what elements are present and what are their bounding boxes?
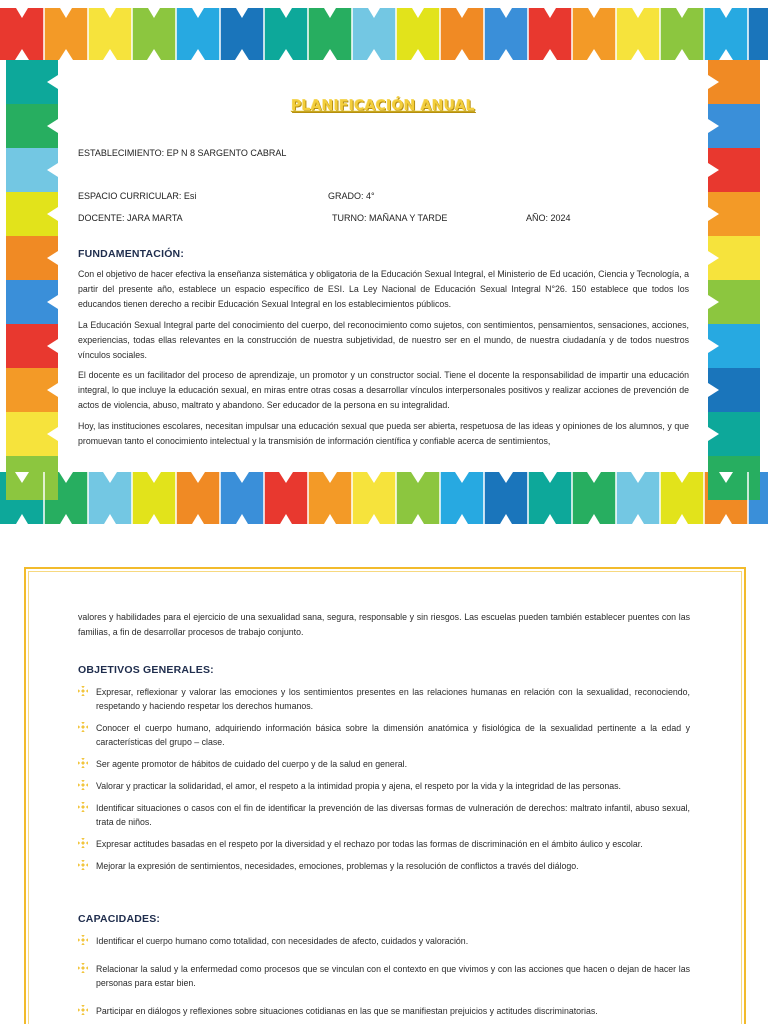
puzzle-piece <box>6 456 58 500</box>
list-item: Identificar situaciones o casos con el fin de identificar la prevención de las diversas formas de vulneración de derechos: maltrato infantil, abuso sexual, trata de niños. <box>78 801 690 829</box>
diamond-bullet-icon <box>78 963 88 973</box>
objetivos-list <box>78 685 690 873</box>
list-item: Participar en diálogos y reflexiones sobre situaciones cotidianas en las que se manifiestan prejuicios y actitudes discriminatorias. <box>78 1004 690 1018</box>
diamond-bullet-icon <box>78 722 88 732</box>
espacio-curricular-field: ESPACIO CURRICULAR: Esi <box>78 191 197 201</box>
fundamentacion-continuation: valores y habilidades para el ejercicio de una sexualidad sana, segura, responsable y sin riesgos. Las escuelas pueden también establecer puentes con las familias, a fin de desarrollar procesos de trabajo conjunto. <box>78 612 690 637</box>
turno-field: TURNO: MAÑANA Y TARDE <box>332 213 448 223</box>
diamond-bullet-icon <box>78 935 88 945</box>
establecimiento-field: ESTABLECIMIENTO: EP N 8 SARGENTO CABRAL <box>78 148 287 158</box>
puzzle-piece <box>708 456 760 500</box>
fundamentacion-paragraph: La Educación Sexual Integral parte del conocimiento del cuerpo, del reconocimiento como sujetos, con sentimientos, pensamientos, sensaciones, acciones, experiencias, todas ellas relevantes en la construcción de nuestra subjetividad, de nuestro ser en el mundo, de nuestra ciudadanía y de todos nuestros vínculos sociales. <box>78 320 689 360</box>
diamond-bullet-icon <box>78 1005 88 1015</box>
capacidades-list <box>78 934 690 1018</box>
list-item: Mejorar la expresión de sentimientos, necesidades, emociones, problemas y la resolución de conflictos a través del diálogo. <box>78 859 690 873</box>
diamond-bullet-icon <box>78 686 88 696</box>
capacidades-heading: CAPACIDADES: <box>78 913 161 925</box>
list-item: Identificar el cuerpo humano como totalidad, con necesidades de afecto, cuidados y valoración. <box>78 934 690 948</box>
list-item: Relacionar la salud y la enfermedad como procesos que se vinculan con el contexto en que vivimos y con las acciones que hacen o dejan de hacer las personas para estar bien. <box>78 962 690 990</box>
diamond-bullet-icon <box>78 860 88 870</box>
objetivos-heading: OBJETIVOS GENERALES: <box>78 664 214 676</box>
list-item: Conocer el cuerpo humano, adquiriendo información básica sobre la dimensión anatómica y fisiológica de la sexualidad pertinente a la edad y características del grupo – clase. <box>78 721 690 749</box>
docente-field: DOCENTE: JARA MARTA <box>78 213 183 223</box>
list-item: Expresar, reflexionar y valorar las emociones y los sentimientos presentes en las relaciones humanas en relación con la sexualidad, reconociendo, respetando y haciendo respetar los derechos humanos. <box>78 685 690 713</box>
diamond-bullet-icon <box>78 838 88 848</box>
diamond-bullet-icon <box>78 758 88 768</box>
fundamentacion-heading: FUNDAMENTACIÓN: <box>78 248 185 260</box>
puzzle-piece <box>748 8 768 60</box>
grado-field: GRADO: 4° <box>328 191 375 201</box>
diamond-bullet-icon <box>78 780 88 790</box>
fundamentacion-paragraph: Hoy, las instituciones escolares, necesitan impulsar una educación sexual que pueda ser abierta, respetuosa de las ideas y opiniones de los alumnos, y que promuevan tanto el conocimiento intelectual y la transmisión de información científica y confiable acerca de sentimientos, <box>78 421 689 446</box>
list-item: Valorar y practicar la solidaridad, el amor, el respeto a la intimidad propia y ajena, el respeto por la vida y la integridad de las personas. <box>78 779 690 793</box>
page-1-content <box>62 62 704 470</box>
anio-field: AÑO: 2024 <box>526 213 571 223</box>
fundamentacion-paragraph: Con el objetivo de hacer efectiva la enseñanza sistemática y obligatoria de la Educación Sexual Integral, el Ministerio de Ed ucación, Ciencia y Tecnología, a partir del presente año, establece un espacio específico de ESI. La Ley Nacional de Educación Sexual Integral N°26. 150 establece que todos los educandos tienen derecho a recibir Educación Sexual Integral en los establecimientos públicos. <box>78 269 689 309</box>
list-item: Expresar actitudes basadas en el respeto por la diversidad y el rechazo por todas las formas de discriminación en el ámbito áulico y escolar. <box>78 837 690 851</box>
diamond-bullet-icon <box>78 802 88 812</box>
fundamentacion-paragraph: El docente es un facilitador del proceso de aprendizaje, un promotor y un constructor social. Tiene el docente la responsabilidad de impartir una educación integral, lo que incluye la educación sexual, en miras entre otras cosas a desarrollar vínculos interpersonales positivos y realizar acciones de prevención de actos de violencia, abuso, maltrato y abandono. Ser educador de la persona en su integralidad. <box>78 370 689 410</box>
page-2 <box>24 567 746 1024</box>
page-title: PLANIFICACIÓN ANUAL <box>291 98 475 114</box>
list-item: Ser agente promotor de hábitos de cuidado del cuerpo y de la salud en general. <box>78 757 690 771</box>
